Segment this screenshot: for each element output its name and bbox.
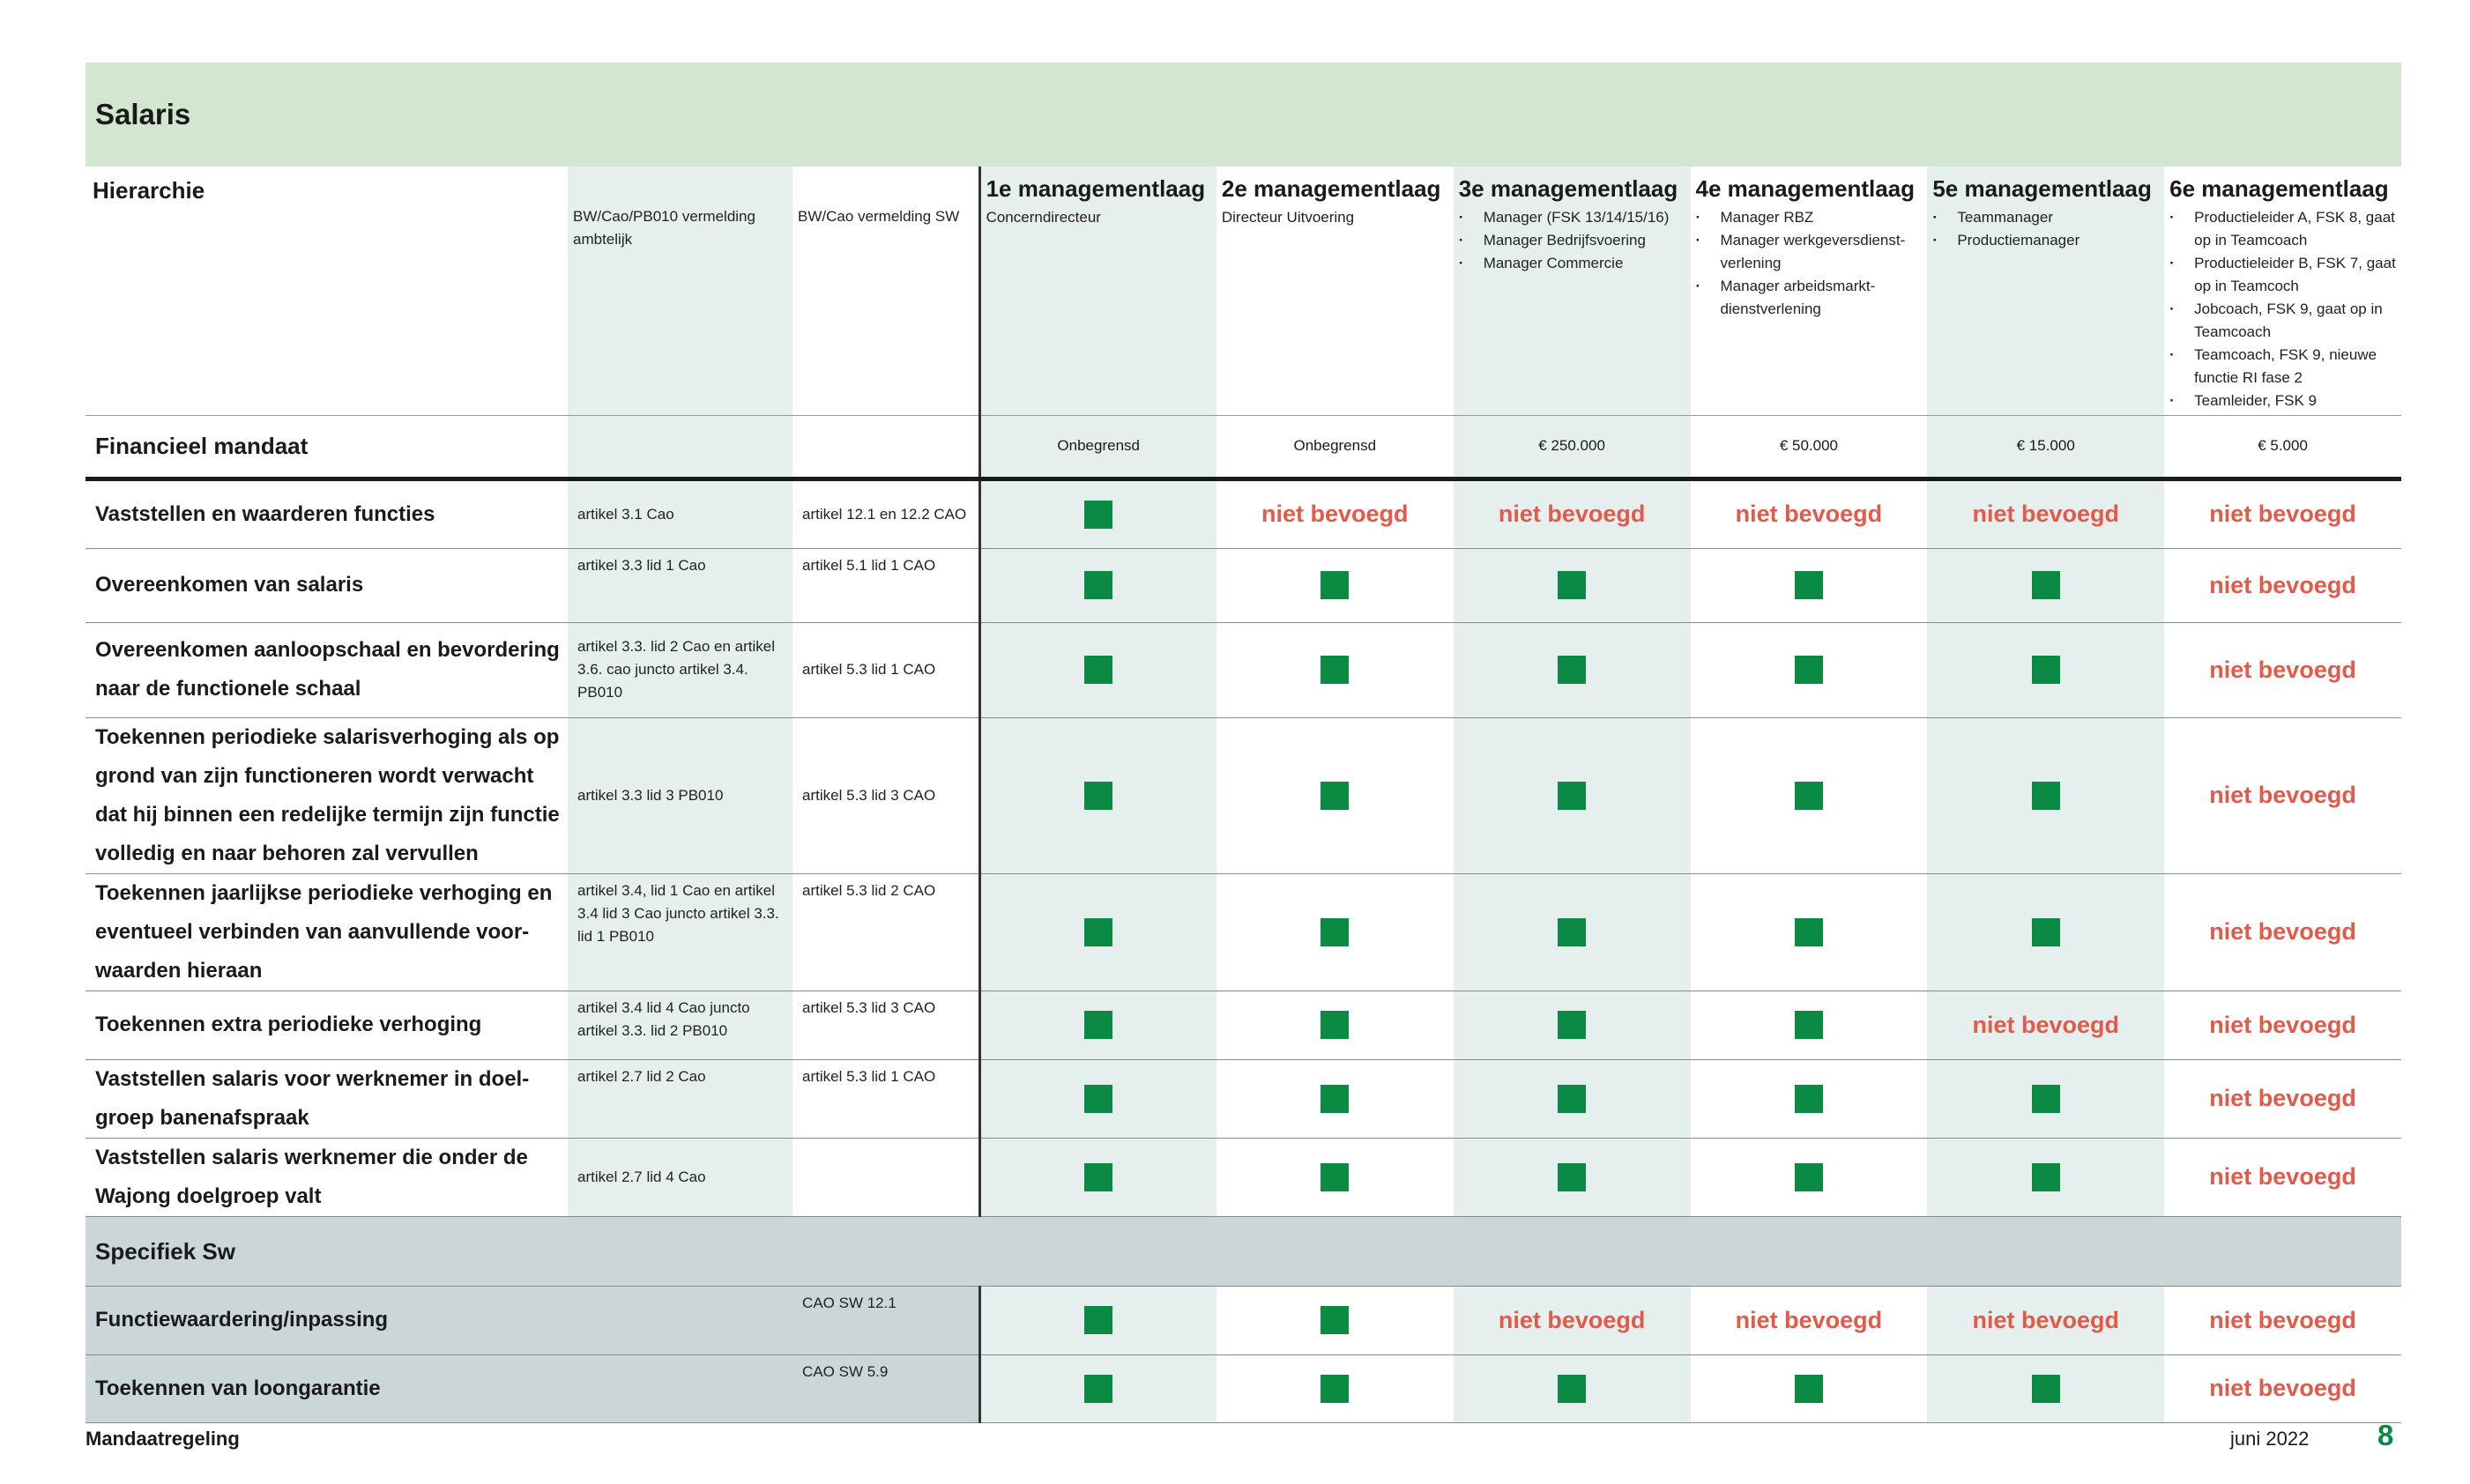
authorized-marker [1795, 571, 1823, 599]
authorized-marker [1558, 1085, 1586, 1113]
row-bw-reference: artikel 3.3 lid 1 Cao [568, 548, 792, 622]
row-sw-reference: artikel 5.3 lid 3 CAO [792, 991, 979, 1059]
mandaat-bw-cell [568, 415, 792, 479]
authorized-marker [1321, 782, 1349, 810]
not-authorized-label: niet bevoegd [1498, 501, 1646, 527]
authority-cell [1216, 622, 1454, 717]
level-role-item: · Productieleider A, FSK 8, gaat op in Teamcoach [2194, 206, 2398, 252]
row-sw-reference: artikel 5.3 lid 2 CAO [792, 873, 979, 991]
level-role-item: · Manager Commercie [1484, 252, 1687, 275]
authority-cell [1216, 1138, 1454, 1216]
authorized-marker [1558, 782, 1586, 810]
authorized-marker [1084, 1163, 1112, 1191]
level-role-item: · Productiemanager [1957, 229, 2161, 252]
authority-cell [1927, 717, 2164, 873]
row-bw-reference: artikel 3.1 Cao [568, 479, 792, 548]
row-sw-reference [792, 1138, 979, 1216]
authority-cell [1216, 991, 1454, 1059]
level-roles [1691, 203, 1928, 321]
authority-cell [1927, 1354, 2164, 1422]
level-title: 6e managementlaag [2169, 175, 2389, 202]
authority-cell [979, 479, 1216, 548]
authorized-marker [1795, 1163, 1823, 1191]
authorized-marker [1321, 918, 1349, 946]
not-authorized-label: niet bevoegd [1261, 501, 1409, 527]
not-authorized-label: niet bevoegd [2209, 1163, 2356, 1190]
authorized-marker [1084, 782, 1112, 810]
level-title: 5e managementlaag [1932, 175, 2152, 202]
not-authorized-label: niet bevoegd [1972, 501, 2119, 527]
level-header-4 [1691, 167, 1928, 415]
level-header-5 [1927, 167, 2164, 415]
authority-cell [979, 1138, 1216, 1216]
authority-cell [2164, 548, 2401, 622]
table-row [86, 1138, 2401, 1216]
authorized-marker [1084, 1306, 1112, 1334]
not-authorized-label: niet bevoegd [2209, 918, 2356, 945]
authority-cell [2164, 717, 2401, 873]
row-bw-reference: artikel 3.3. lid 2 Cao en artikel 3.6. cao juncto artikel 3.4. PB010 [568, 622, 792, 717]
not-authorized-label: niet bevoegd [2209, 1306, 2356, 1333]
header-row [86, 167, 2401, 415]
authority-cell [2164, 1138, 2401, 1216]
authorized-marker [1321, 1375, 1349, 1403]
authorized-marker [1795, 1375, 1823, 1403]
row-sw-reference: artikel 12.1 en 12.2 CAO [792, 479, 979, 548]
authority-cell [1927, 991, 2164, 1059]
table-row [86, 479, 2401, 548]
level-role-item: · Manager arbeidsmarkt-dienstverlening [1721, 275, 1924, 321]
level-role-item: · Teamleider, FSK 9 [2194, 390, 2398, 412]
row-bw-reference: artikel 3.4 lid 4 Cao juncto artikel 3.3. lid 2 PB010 [568, 991, 792, 1059]
header-col-bw: BW/Cao/PB010 vermelding ambtelijk [568, 167, 792, 415]
authority-cell [1927, 1286, 2164, 1354]
mandaat-amount: Onbegrensd [1216, 415, 1454, 479]
level-title: 3e managementlaag [1458, 175, 1678, 202]
level-roles [981, 203, 1216, 229]
authority-cell [979, 548, 1216, 622]
row-bw-reference [568, 1286, 792, 1354]
authority-cell [1691, 873, 1928, 991]
authority-cell [1454, 1286, 1691, 1354]
not-authorized-label: niet bevoegd [2209, 1085, 2356, 1111]
authority-cell [1691, 622, 1928, 717]
authorized-marker [1795, 1011, 1823, 1039]
level-role: Concerndirecteur [986, 209, 1101, 226]
not-authorized-label: niet bevoegd [1972, 1306, 2119, 1333]
row-sw-reference: CAO SW 12.1 [792, 1286, 979, 1354]
row-sw-reference: artikel 5.3 lid 1 CAO [792, 622, 979, 717]
authority-cell [1927, 479, 2164, 548]
authority-cell [1927, 1138, 2164, 1216]
authority-cell [1927, 622, 2164, 717]
row-bw-reference: artikel 2.7 lid 4 Cao [568, 1138, 792, 1216]
authority-cell [979, 991, 1216, 1059]
authority-cell [2164, 479, 2401, 548]
authority-cell [1454, 873, 1691, 991]
row-label: Toekennen van loongarantie [86, 1354, 568, 1422]
level-roles [1216, 203, 1454, 229]
authority-cell [1454, 717, 1691, 873]
row-sw-reference: artikel 5.3 lid 3 CAO [792, 717, 979, 873]
authority-cell [979, 1286, 1216, 1354]
authority-cell [1216, 1354, 1454, 1422]
level-header-1 [979, 167, 1216, 415]
authority-cell [979, 717, 1216, 873]
authorized-marker [1558, 1011, 1586, 1039]
row-bw-reference [568, 1354, 792, 1422]
page-title: Salaris [86, 63, 2401, 167]
authorized-marker [1795, 656, 1823, 684]
authority-cell [2164, 1354, 2401, 1422]
table-row [86, 1059, 2401, 1138]
level-role-item: · Manager (FSK 13/14/15/16) [1484, 206, 1687, 229]
authorized-marker [1321, 1011, 1349, 1039]
mandaat-amount: € 250.000 [1454, 415, 1691, 479]
row-label: Vaststellen en waarderen functies [86, 479, 568, 548]
authorized-marker [2032, 571, 2060, 599]
footer-date: juni 2022 [2230, 1428, 2310, 1450]
authorized-marker [1321, 656, 1349, 684]
authority-cell [2164, 1059, 2401, 1138]
authorized-marker [1321, 1085, 1349, 1113]
mandaat-sw-cell [792, 415, 979, 479]
mandaat-amount: Onbegrensd [979, 415, 1216, 479]
authority-cell [1691, 1286, 1928, 1354]
level-roles [1927, 203, 2164, 252]
mandate-page [86, 63, 2401, 1423]
authority-cell [1454, 548, 1691, 622]
authority-cell [1691, 479, 1928, 548]
authority-cell [2164, 873, 2401, 991]
authority-cell [1927, 1059, 2164, 1138]
authority-cell [2164, 622, 2401, 717]
table-row [86, 1286, 2401, 1354]
not-authorized-label: niet bevoegd [1735, 501, 1883, 527]
authorized-marker [1558, 571, 1586, 599]
mandaat-row [86, 415, 2401, 479]
level-title: 2e managementlaag [1221, 175, 1441, 202]
table-row [86, 1354, 2401, 1422]
table-row [86, 873, 2401, 991]
authorized-marker [1321, 1306, 1349, 1334]
authority-cell [1927, 548, 2164, 622]
level-roles [1454, 203, 1691, 275]
authorized-marker [2032, 1085, 2060, 1113]
level-title: 4e managementlaag [1695, 175, 1916, 202]
level-header-2 [1216, 167, 1454, 415]
authorized-marker [1084, 918, 1112, 946]
not-authorized-label: niet bevoegd [1735, 1306, 1883, 1333]
authorized-marker [1558, 918, 1586, 946]
authority-cell [1454, 479, 1691, 548]
table-row [86, 717, 2401, 873]
mandaat-amount: € 50.000 [1691, 415, 1928, 479]
authority-cell [1454, 1138, 1691, 1216]
not-authorized-label: niet bevoegd [2209, 656, 2356, 683]
authorized-marker [2032, 656, 2060, 684]
authority-cell [1691, 548, 1928, 622]
table-row [86, 548, 2401, 622]
row-bw-reference: artikel 3.3 lid 3 PB010 [568, 717, 792, 873]
authority-cell [1216, 873, 1454, 991]
authorized-marker [2032, 782, 2060, 810]
row-bw-reference: artikel 3.4, lid 1 Cao en artikel 3.4 lid 3 Cao juncto artikel 3.3. lid 1 PB010 [568, 873, 792, 991]
authority-cell [979, 622, 1216, 717]
level-role-item: · Manager Bedrijfsvoering [1484, 229, 1687, 252]
not-authorized-label: niet bevoegd [2209, 501, 2356, 527]
row-label: Vaststellen salaris voor werknemer in doel-groep banenafspraak [86, 1059, 568, 1138]
level-role-item: · Jobcoach, FSK 9, gaat op in Teamcoach [2194, 298, 2398, 344]
row-sw-reference: artikel 5.1 lid 1 CAO [792, 548, 979, 622]
mandate-table [86, 167, 2401, 1423]
header-col-sw: BW/Cao vermelding SW [798, 208, 960, 225]
authority-cell [979, 1059, 1216, 1138]
not-authorized-label: niet bevoegd [2209, 782, 2356, 808]
page-number: 8 [2377, 1419, 2394, 1451]
authorized-marker [1321, 571, 1349, 599]
row-sw-reference: artikel 5.3 lid 1 CAO [792, 1059, 979, 1138]
authorized-marker [2032, 918, 2060, 946]
level-title: 1e managementlaag [986, 175, 1206, 202]
not-authorized-label: niet bevoegd [1498, 1306, 1646, 1333]
row-bw-reference: artikel 2.7 lid 2 Cao [568, 1059, 792, 1138]
header-label: Hierarchie [93, 177, 205, 204]
authority-cell [1216, 1286, 1454, 1354]
authorized-marker [1084, 656, 1112, 684]
authority-cell [1691, 1354, 1928, 1422]
not-authorized-label: niet bevoegd [2209, 1375, 2356, 1401]
section-label: Specifiek Sw [86, 1216, 2401, 1286]
level-role-item: · Teammanager [1957, 206, 2161, 229]
authority-cell [2164, 1286, 2401, 1354]
authority-cell [1216, 717, 1454, 873]
authorized-marker [1084, 501, 1112, 529]
row-label: Overeenkomen van salaris [86, 548, 568, 622]
authority-cell [1691, 1138, 1928, 1216]
level-roles [2164, 203, 2401, 412]
authorized-marker [1795, 1085, 1823, 1113]
not-authorized-label: niet bevoegd [1972, 1011, 2119, 1038]
level-role-item: · Teamcoach, FSK 9, nieuwe functie RI fase 2 [2194, 344, 2398, 390]
authority-cell [1691, 717, 1928, 873]
mandaat-amount: € 15.000 [1927, 415, 2164, 479]
authorized-marker [1558, 1375, 1586, 1403]
level-role-item: · Manager RBZ [1721, 206, 1924, 229]
level-role-item: · Manager werkgeversdienst-verlening [1721, 229, 1924, 275]
authority-cell [1454, 1354, 1691, 1422]
authorized-marker [1084, 1375, 1112, 1403]
row-sw-reference: CAO SW 5.9 [792, 1354, 979, 1422]
authorized-marker [1795, 918, 1823, 946]
authority-cell [1927, 873, 2164, 991]
level-role-item: · Productieleider B, FSK 7, gaat op in Teamcoch [2194, 252, 2398, 298]
level-role: Directeur Uitvoering [1221, 209, 1355, 226]
row-label: Functiewaardering/inpassing [86, 1286, 568, 1354]
authority-cell [979, 1354, 1216, 1422]
authority-cell [1691, 991, 1928, 1059]
authority-cell [1454, 1059, 1691, 1138]
authority-cell [1216, 1059, 1454, 1138]
authority-cell [979, 873, 1216, 991]
not-authorized-label: niet bevoegd [2209, 571, 2356, 598]
row-label: Vaststellen salaris werknemer die onder de Wajong doelgroep valt [86, 1138, 568, 1216]
authorized-marker [1321, 1163, 1349, 1191]
row-label: Toekennen jaarlijkse periodieke verhoging en eventueel verbinden van aanvullende voor-waarden hieraan [86, 873, 568, 991]
authority-cell [2164, 991, 2401, 1059]
mandaat-amount: € 5.000 [2164, 415, 2401, 479]
mandaat-label: Financieel mandaat [86, 415, 568, 479]
level-header-3 [1454, 167, 1691, 415]
authorized-marker [2032, 1375, 2060, 1403]
authority-cell [1454, 622, 1691, 717]
table-row [86, 622, 2401, 717]
authorized-marker [1084, 1011, 1112, 1039]
authorized-marker [1558, 1163, 1586, 1191]
footer-title: Mandaatregeling [86, 1428, 240, 1450]
authority-cell [1216, 479, 1454, 548]
section-header-row [86, 1216, 2401, 1286]
not-authorized-label: niet bevoegd [2209, 1011, 2356, 1038]
row-label: Toekennen periodieke salarisverhoging als op grond van zijn functioneren wordt verwacht dat hij binnen een redelijke termijn zijn functie volledig en naar behoren zal vervullen [86, 717, 568, 873]
authority-cell [1216, 548, 1454, 622]
authorized-marker [1795, 782, 1823, 810]
table-row [86, 991, 2401, 1059]
row-label: Toekennen extra periodieke verhoging [86, 991, 568, 1059]
row-label: Overeenkomen aanloopschaal en bevordering naar de functionele schaal [86, 622, 568, 717]
authorized-marker [2032, 1163, 2060, 1191]
authority-cell [1454, 991, 1691, 1059]
authorized-marker [1084, 571, 1112, 599]
authorized-marker [1558, 656, 1586, 684]
authorized-marker [1084, 1085, 1112, 1113]
level-header-6 [2164, 167, 2401, 415]
authority-cell [1691, 1059, 1928, 1138]
